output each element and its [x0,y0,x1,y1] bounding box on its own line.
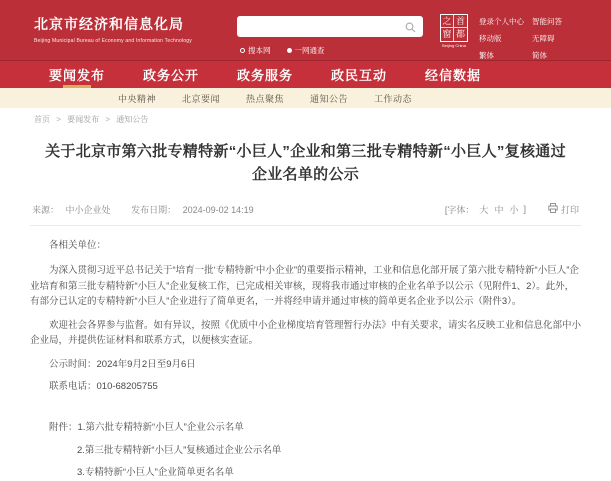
paragraph: 欢迎社会各界参与监督。如有异议，按照《优质中小企业梯度培育管理暂行办法》中有关要求，请实名反映工业和信息化部中小企业局，并提供佐证材料和联系方式，以便核实查证。 [30,319,582,346]
meta-date-value: 2024-09-02 14:19 [182,204,254,215]
seal-char: 之 [441,15,454,28]
scope-label: 一网通查 [294,46,325,55]
meta-left [32,203,258,216]
subnav-item-hot-focus[interactable]: 热点聚焦 [245,93,284,104]
breadcrumb [0,108,611,130]
attachments-section [30,420,581,481]
scope-label: 搜本网 [248,46,271,55]
subnav-item-beijing-news[interactable]: 北京要闻 [181,93,220,104]
font-size-medium-button[interactable]: 中 [494,204,504,215]
contact-phone: 联系电话：010-68205755 [49,380,158,392]
print-label: 打印 [560,204,579,215]
link-simplified-chinese[interactable]: 简体 [532,51,547,60]
breadcrumb-item-home[interactable]: 首页 [34,115,50,124]
link-mobile-version[interactable]: 移动版 [479,34,502,43]
paragraph: 为深入贯彻习近平总书记关于“培育一批‘专精特新’中小企业”的重要指示精神，工业和信息化部开展了第六批专精特新“小巨人”企业培育和第三批专精特新“小巨人”企业复核工作，已完成相关审核，现将我市通过审核的企业名单予以公示（见附件1、2）。此外，有部分已认定的专精特新“小巨人”企业进行了简单更名，一并将经申请并通过审核的简单更名企业予以公示（附件3）。 [30,265,579,307]
nav-item-economy-data[interactable]: 经信数据 [424,68,481,83]
breadcrumb-item-news-release[interactable]: 要闻发布 [67,115,100,124]
link-login-personal-center[interactable]: 登录个人中心 [479,17,524,26]
site-subtitle: Beijing Municipal Bureau of Economy and Information Technology [34,38,192,44]
subnav-item-work-updates[interactable]: 工作动态 [374,93,413,104]
meta-source-label: 来源： [32,204,60,215]
subnav-item-central-spirit[interactable]: 中央精神 [117,93,156,104]
attachment-link-3[interactable]: 3.专精特新“小巨人”企业简单更名名单 [77,467,234,478]
breadcrumb-separator: > [56,115,61,124]
sub-nav [0,88,611,108]
breadcrumb-item-notices[interactable]: 通知公告 [116,115,149,124]
attachment-row [77,443,581,459]
attachment-row [77,465,581,481]
main-nav [0,60,611,88]
nav-item-news-release[interactable]: 要闻发布 [49,61,105,88]
site-title: 北京市经济和信息化局 [34,16,184,32]
font-size-bracket-open: [字体： [444,204,475,215]
print-button[interactable] [548,203,579,216]
site-header [0,0,611,60]
article-body [30,238,581,395]
meta-right [445,203,579,216]
capital-window-seal-logo[interactable] [440,14,468,42]
meta-source-value: 中小企业处 [65,204,111,215]
link-smart-qa[interactable]: 智能问答 [532,17,562,26]
attachment-link-1[interactable]: 1.第六批专精特新“小巨人”企业公示名单 [77,422,244,433]
seal-char: 都 [455,29,465,39]
subnav-item-notices[interactable]: 通知公告 [310,93,349,104]
article-meta [30,201,581,226]
quick-links-column-1 [479,16,524,61]
scope-radio-one-network[interactable] [287,45,325,56]
search-input[interactable] [244,16,399,37]
scope-radio-search-site[interactable] [240,45,271,56]
search-icon[interactable] [405,20,416,38]
nav-item-gov-disclosure[interactable]: 政务公开 [142,68,199,83]
nav-item-public-interaction[interactable]: 政民互动 [330,68,387,83]
font-size-large-button[interactable]: 大 [479,204,489,215]
article-content [0,140,611,481]
link-traditional-chinese[interactable]: 繁体 [479,51,494,60]
attachments-label: 附件： [49,422,78,433]
link-accessibility[interactable]: 无障碍 [532,34,555,43]
page-title: 关于北京市第六批专精特新“小巨人”企业和第三批专精特新“小巨人”复核通过企业名单的公示 [45,143,566,184]
seal-char: 首 [454,15,467,28]
nav-item-gov-services[interactable]: 政务服务 [236,68,293,83]
search-scope-options [240,45,325,56]
breadcrumb-separator: > [105,115,111,124]
attachment-row [30,420,581,436]
radio-unselected-icon [240,48,245,53]
font-size-small-button[interactable]: 小 [509,204,519,215]
radio-selected-icon [287,48,292,53]
salutation: 各相关单位： [49,239,107,251]
seal-caption: Beijing·China [442,43,466,48]
seal-char: 窗 [441,28,454,41]
meta-date-label: 发布日期： [131,204,177,215]
publicity-period: 公示时间：2024年9月2日至9月6日 [49,358,196,370]
search-box [237,16,423,37]
printer-icon [548,203,558,215]
font-size-bracket-close: ] [523,204,526,214]
site-logo[interactable] [34,14,192,44]
attachment-link-2[interactable]: 2.第三批专精特新“小巨人”复核通过企业公示名单 [77,444,282,456]
quick-links-column-2 [532,16,562,61]
